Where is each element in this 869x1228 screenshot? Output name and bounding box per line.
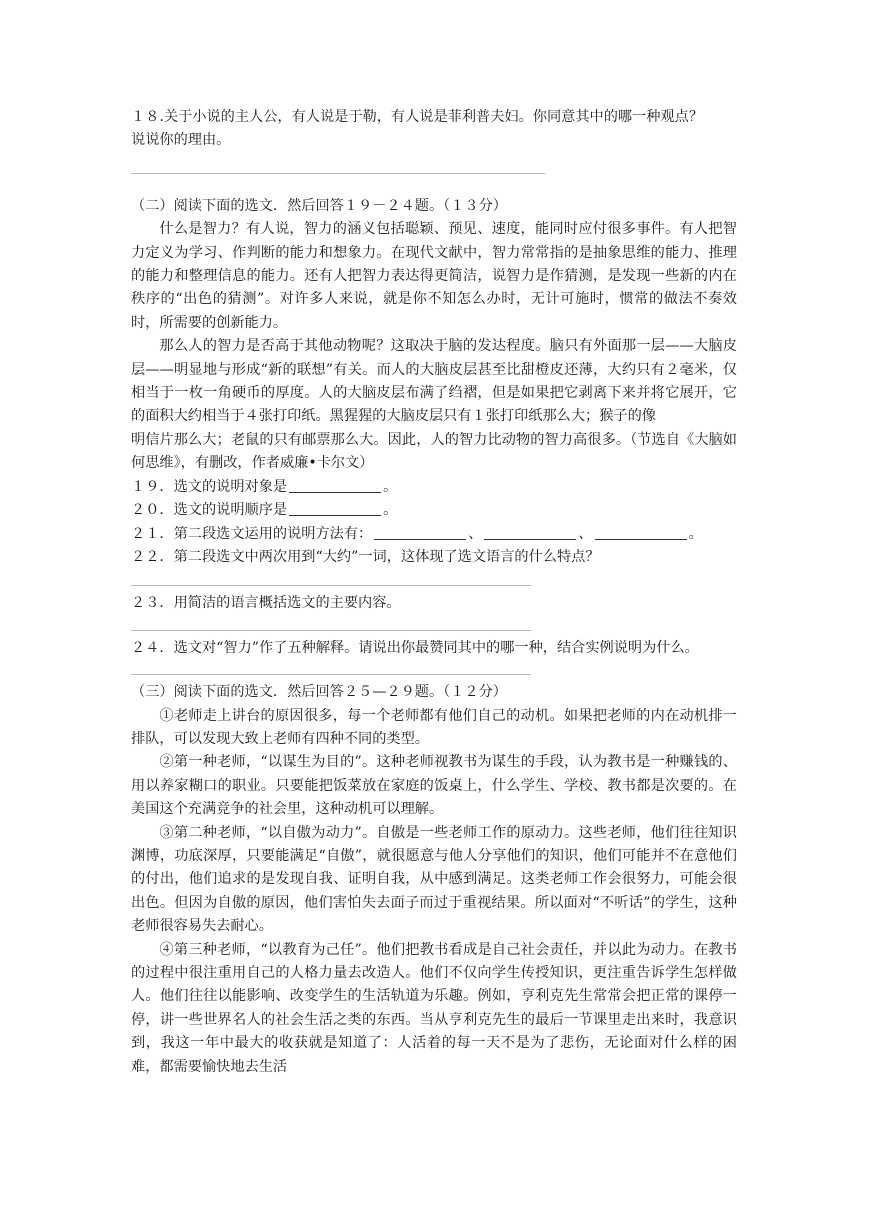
question-24: ２４．选文对“智力”作了五种解释。请说出你最赞同其中的哪一种，结合实例说明为什么。 xyxy=(131,639,699,656)
question-19-text: １９．选文的说明对象是 xyxy=(131,478,288,495)
answer-blank[interactable] xyxy=(289,501,381,516)
section-2-paragraph-1: 什么是智力？有人说，智力的涵义包括聪颖、预见、速度，能同时应付很多事件。有人把智力定义为学习、作判断的能力和想象力。在现代文献中，智力常常指的是抽象思维的能力、推理的能力和整理信息的能力。还有人把智力表达得更简洁，说智力是作猜测，是发现一些新的内在秩序的“出色的猜测”。对许多人来说，就是你不知怎么办时，无计可施时，惯常的做法不奏效时，所需要的创新能力。 xyxy=(131,221,737,331)
separator: 、 xyxy=(578,525,593,542)
answer-blank[interactable] xyxy=(484,525,576,540)
question-18-line2: 说说你的理由。 xyxy=(131,132,231,149)
section-3-paragraph-3: ③第二种老师，“以自傲为动力”。自傲是一些老师工作的原动力。这些老师，他们往往知识渊博，功底深厚，只要能满足“自傲”，就很愿意与他人分享他们的知识，他们可能并不在意他们的付出，他们追求的是发现自我、证明自我，从中感到满足。这类老师工作会很努力，可能会很出色。但因为自傲的原因，他们害怕失去面子而过于重视结果。所以面对“不听话”的学生，这种老师很容易失去耐心。 xyxy=(131,824,737,935)
section-3-paragraph-4: ④第三种老师，“以教育为己任”。他们把教书看成是自己社会责任，并以此为动力。在教书的过程中很注重用自己的人格力量去改造人。他们不仅向学生传授知识，更注重告诉学生怎样做人。他们往往以能影响、改变学生的生活轨道为乐趣。例如，亨利克先生常常会把正常的课停一停，讲一些世界名人的社会生活之类的东西。当从亨利克先生的最后一节课里走出来时，我意识到，我这一年中最大的收获就是知道了：人活着的每一天不是为了悲伤，无论面对什么样的困难，都需要愉快地去生活 xyxy=(131,941,737,1075)
question-21-end: 。 xyxy=(688,525,703,542)
section-3-paragraph-1: ①老师走上讲台的原因很多，每一个老师都有他们自己的动机。如果把老师的内在动机排一排队，可以发现大致上老师有四种不同的类型。 xyxy=(131,707,737,747)
question-20-text: ２０．选文的说明顺序是 xyxy=(131,502,288,519)
section-3-paragraph-2: ②第一种老师，“以谋生为目的”。这种老师视教书为谋生的手段，认为教书是一种赚钱的、用以养家糊口的职业。只要能把饭菜放在家庭的饭桌上，什么学生、学校、教书都是次要的。在美国这个充满竞争的社会里，这种动机可以理解。 xyxy=(131,754,737,818)
page-content xyxy=(131,106,737,1079)
section-2-paragraph-3: 明信片那么大；老鼠的只有邮票那么大。因此，人的智力比动物的智力高很多。（节选自《大脑如何思维》，有删改，作者威廉•卡尔文） xyxy=(131,431,737,472)
question-23: ２３．用简洁的语言概括选文的主要内容。 xyxy=(131,595,401,612)
question-20 xyxy=(131,499,737,522)
question-21 xyxy=(131,523,737,546)
question-18-line1: １８.关于小说的主人公，有人说是于勒，有人说是菲利普夫妇。你同意其中的哪一种观点？ xyxy=(131,109,704,125)
section-2-paragraph-2: 那么人的智力是否高于其他动物呢？这取决于脑的发达程度。脑只有外面那一层——大脑皮层——明显地与形成“新的联想”有关。而人的大脑皮层甚至比甜橙皮还薄，大约只有２毫米，仅相当于一枚一角硬币的厚度。人的大脑皮层布满了绉褶，但是如果把它剥离下来并将它展开，它的面积大约相当于４张打印纸。黑猩猩的大脑皮层只有１张打印纸那么大；猴子的像 xyxy=(131,338,737,425)
answer-line xyxy=(131,585,531,586)
question-19-end: 。 xyxy=(383,478,398,495)
answer-blank[interactable] xyxy=(289,478,381,493)
question-18 xyxy=(131,106,737,153)
separator: 、 xyxy=(468,525,483,542)
question-20-end: 。 xyxy=(383,502,398,519)
answer-line xyxy=(131,674,531,675)
answer-blank[interactable] xyxy=(595,525,687,540)
answer-line xyxy=(131,630,531,631)
answer-blank[interactable] xyxy=(374,525,466,540)
question-19 xyxy=(131,476,737,499)
answer-line xyxy=(131,173,545,174)
question-22: ２２．第二段选文中两次用到“大约”一词，这体现了选文语言的什么特点？ xyxy=(131,548,600,565)
section-2-heading: （二）阅读下面的选文．然后回答１９－２４题。（１３分） xyxy=(131,197,507,214)
question-21-text: ２１．第二段选文运用的说明方法有： xyxy=(131,525,373,542)
section-3-heading: （三）阅读下面的选文．然后回答２５—２９题。（１２分） xyxy=(131,684,507,701)
